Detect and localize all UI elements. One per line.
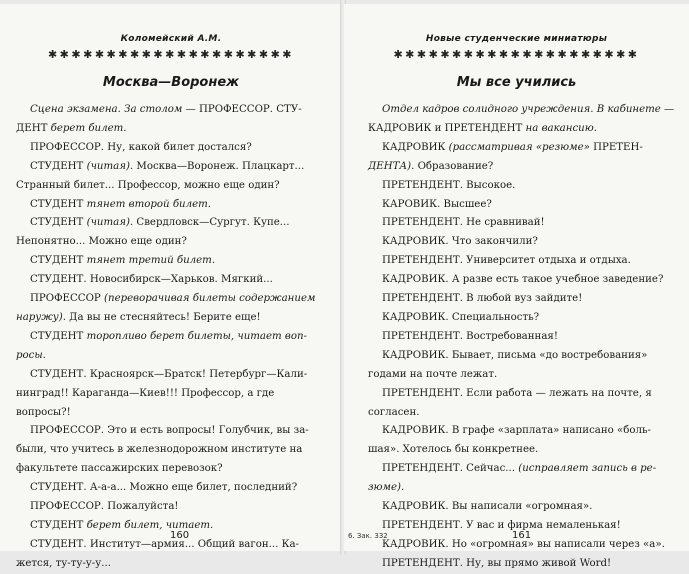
- dialogue-text: ПРОФЕССОР: [30, 293, 105, 305]
- dialogue-text: КАДРОВИК. Но «огромная» вы написали через «а».: [382, 538, 665, 550]
- stage-direction-text: торопливо берет билеты, читает воп-: [86, 330, 308, 342]
- dialogue-text: ПРЕТЕНДЕНТ. Университет отдыха и отдыха.: [382, 255, 631, 267]
- dialogue-text: СТУДЕНТ: [30, 330, 87, 342]
- text-line: [16, 101, 318, 120]
- left-page: [0, 4, 343, 569]
- left-running-head: Коломейский А.М.: [120, 34, 222, 44]
- text-line: [368, 366, 678, 385]
- text-line: [16, 347, 318, 366]
- dialogue-text: КАДРОВИК. Бывает, письма «до востребования»: [382, 349, 648, 361]
- text-line: [368, 347, 678, 366]
- dialogue-text: годами на почте лежат.: [368, 368, 498, 380]
- left-page-title: Москва—Воронеж: [102, 75, 240, 90]
- text-line: [16, 385, 318, 423]
- dialogue-text: ПРЕТЕНДЕНТ. Высокое.: [382, 179, 516, 191]
- dialogue-text: СТУДЕНТ: [30, 160, 87, 172]
- text-line: [16, 271, 318, 290]
- right-star-ornament: ✱✱✱✱✱✱✱✱✱✱✱✱✱✱✱✱✱✱✱✱✱: [393, 48, 640, 61]
- text-line: [16, 177, 318, 196]
- text-line: [368, 479, 678, 498]
- dialogue-text: жется, ту-ту-у-у...: [16, 557, 111, 569]
- dialogue-text: ПРЕТЕНДЕНТ. В любой вуз зайдите!: [382, 293, 583, 305]
- dialogue-text: КАРОВИК. Высшее?: [382, 198, 492, 210]
- dialogue-text: . Москва—Воронеж. Плацкарт...: [129, 160, 305, 172]
- dialogue-text: ПРОФЕССОР. Пожалуйста!: [30, 501, 179, 513]
- text-line: [16, 252, 318, 271]
- stage-direction-text: наружу): [16, 311, 63, 323]
- dialogue-text: КАДРОВИК. А разве есть такое учебное заведение?: [382, 274, 664, 286]
- stage-direction-text: на вакансию.: [525, 122, 597, 134]
- dialogue-text: ПРЕТЕНДЕНТ. Востребованная!: [382, 330, 558, 342]
- stage-direction-text: (исправляет запись в ре-: [518, 463, 657, 475]
- dialogue-text: согласен.: [368, 406, 420, 418]
- stage-direction-text: зюме): [368, 482, 401, 494]
- right-page-number: 161: [512, 530, 532, 541]
- text-line: [16, 158, 318, 177]
- text-line: [368, 498, 678, 517]
- text-line: [16, 139, 318, 158]
- dialogue-text: СТУДЕНТ. А-а-а... Можно еще билет, последний?: [30, 482, 298, 494]
- text-line: [368, 309, 678, 328]
- dialogue-text: СТУДЕНТ. Новосибирск—Харьков. Мягкий...: [30, 274, 273, 286]
- text-line: [368, 271, 678, 290]
- stage-direction-text: берет билет, читает.: [86, 519, 214, 531]
- text-line: [368, 233, 678, 252]
- dialogue-text: . Да вы не стесняйтесь! Берите еще!: [62, 311, 261, 323]
- dialogue-text: . Свердловск—Сургут. Купе...: [129, 217, 290, 229]
- dialogue-text: .: [400, 482, 405, 494]
- dialogue-text: КАДРОВИК. Специальность?: [382, 311, 540, 323]
- right-page: [344, 4, 689, 569]
- dialogue-text: КАДРОВИК: [382, 141, 449, 153]
- dialogue-text: СТУДЕНТ: [30, 519, 87, 531]
- text-line: [16, 290, 318, 309]
- stage-direction-text: тянет второй билет.: [86, 198, 212, 210]
- text-line: [16, 233, 318, 252]
- dialogue-text: ДЕНТ: [16, 122, 51, 134]
- text-line: [368, 101, 678, 120]
- stage-direction-text: тянет третий билет.: [86, 255, 216, 267]
- text-line: [16, 120, 318, 139]
- text-line: [368, 214, 678, 233]
- stage-direction-text: берет билет.: [50, 122, 127, 134]
- left-body-text: [16, 101, 318, 574]
- dialogue-text: Странный билет... Профессор, можно еще один?: [16, 179, 280, 191]
- left-star-ornament: ✱✱✱✱✱✱✱✱✱✱✱✱✱✱✱✱✱✱✱✱✱: [47, 48, 295, 61]
- dialogue-text: ПРОФЕССОР. Это и есть вопросы! Голубчик, вы за-: [30, 425, 309, 437]
- text-line: [16, 441, 318, 460]
- text-line: [16, 366, 318, 385]
- text-line: [368, 252, 678, 271]
- text-line: [16, 498, 318, 517]
- dialogue-text: Непонятно... Можно еще один?: [16, 236, 187, 248]
- dialogue-text: ПРЕТЕНДЕНТ. У вас и фирма немаленькая!: [382, 519, 621, 531]
- left-page-number: 160: [170, 530, 190, 541]
- right-running-head: Новые студенческие миниатюры: [425, 34, 608, 44]
- text-line: [368, 328, 678, 347]
- right-body-text: [368, 101, 678, 574]
- text-line: [16, 536, 318, 555]
- stage-direction-text: росы.: [16, 349, 46, 361]
- text-line: [16, 517, 318, 536]
- stage-direction-text: (читая): [86, 160, 130, 172]
- dialogue-text: КАДРОВИК. В графе «зарплата» написано «боль-: [382, 425, 651, 437]
- text-line: [16, 309, 318, 328]
- text-line: [16, 460, 318, 479]
- dialogue-text: ПРЕТЕНДЕНТ. Не сравнивай!: [382, 217, 545, 229]
- text-line: [368, 460, 678, 479]
- text-line: [368, 404, 678, 423]
- dialogue-text: нинград!! Караганда—Киев!!! Профессор, а где вопросы?!: [16, 387, 275, 418]
- stage-direction-text: (переворачивая билеты содержанием: [104, 293, 316, 305]
- dialogue-text: шая». Хотелось бы конкретнее.: [368, 444, 539, 456]
- text-line: [16, 214, 318, 233]
- text-line: [16, 328, 318, 347]
- stage-direction-text: (рассматривая «резюме»: [448, 141, 590, 153]
- text-line: [368, 177, 678, 196]
- dialogue-text: СТУДЕНТ: [30, 198, 87, 210]
- dialogue-text: КАДРОВИК. Вы написали «огромная».: [382, 501, 593, 513]
- dialogue-text: были, что учитесь в железнодорожном институте на: [16, 444, 303, 456]
- dialogue-text: СТУДЕНТ. Красноярск—Братск! Петербург—Кали-: [30, 368, 308, 380]
- text-line: [368, 555, 678, 574]
- text-line: [16, 555, 318, 574]
- text-line: [368, 290, 678, 309]
- text-line: [368, 385, 678, 404]
- dialogue-text: факультете пассажирских перевозок?: [16, 463, 223, 475]
- dialogue-text: СТУДЕНТ: [30, 217, 87, 229]
- dialogue-text: СТУДЕНТ. Институт—армия... Общий вагон... Ка-: [30, 538, 299, 550]
- dialogue-text: ПРОФЕССОР. СТУ-: [199, 104, 302, 115]
- right-page-title: Мы все учились: [456, 75, 577, 90]
- text-line: [368, 120, 678, 139]
- stage-direction-text: Отдел кадров солидного учреждения. В кабинете —: [382, 104, 675, 115]
- text-line: [368, 158, 678, 177]
- dialogue-text: . Образование?: [411, 160, 494, 172]
- dialogue-text: ПРЕТЕНДЕНТ. Ну, вы прямо живой Word!: [382, 557, 612, 569]
- dialogue-text: КАДРОВИК. Что закончили?: [382, 236, 538, 248]
- text-line: [368, 441, 678, 460]
- dialogue-text: ПРОФЕССОР. Ну, какой билет достался?: [30, 141, 252, 153]
- stage-direction-text: (читая): [86, 217, 130, 229]
- stage-direction-text: Сцена экзамена. За столом —: [30, 104, 199, 115]
- text-line: [16, 196, 318, 215]
- printer-signature-mark: 6. Зак. 332: [348, 532, 388, 540]
- stage-direction-text: ДЕНТА): [368, 160, 412, 172]
- text-line: [368, 422, 678, 441]
- dialogue-text: ПРЕТЕНДЕНТ. Сейчас...: [382, 463, 519, 475]
- text-line: [16, 422, 318, 441]
- text-line: [368, 139, 678, 158]
- dialogue-text: КАДРОВИК и ПРЕТЕНДЕНТ: [368, 122, 526, 134]
- dialogue-text: ПРЕТЕНДЕНТ. Если работа — лежать на почте, я: [382, 387, 652, 399]
- dialogue-text: СТУДЕНТ: [30, 255, 87, 267]
- dialogue-text: ПРЕТЕН-: [589, 141, 643, 153]
- text-line: [16, 479, 318, 498]
- text-line: [368, 196, 678, 215]
